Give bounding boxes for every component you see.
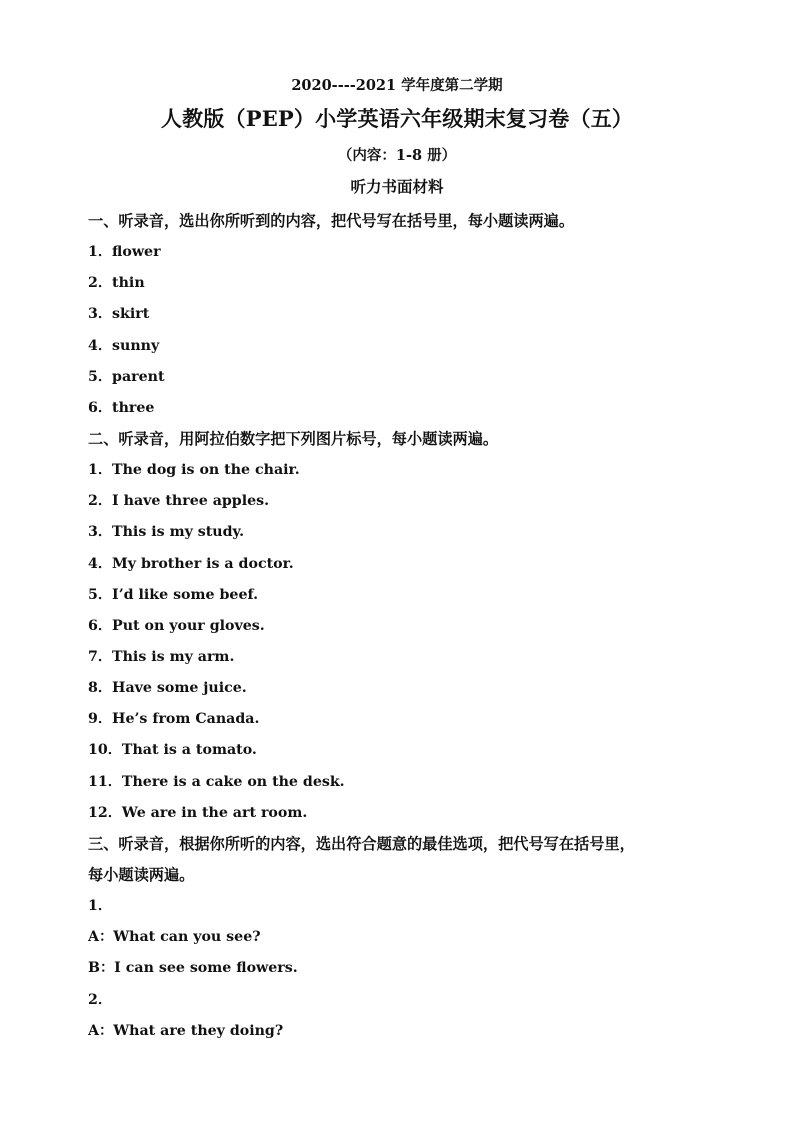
section-one-item-2: 2．thin [88,275,145,292]
section-two-item-12: 12．We are in the art room. [88,804,308,821]
section-three-title-line-1: 三、听录音，根据你所听的内容，选出符合题意的最佳选项，把代号写在括号里， [88,834,635,853]
section-three-question-2-a: A：What are they doing? [88,1022,284,1039]
section-one-item-5: 5．parent [88,368,165,385]
section-two-item-7: 7．This is my arm. [88,648,235,665]
section-two-item-5: 5．I’d like some beef. [88,586,259,603]
school-year-line: 2020----2021 学年度第二学期 [291,77,503,94]
exam-title: 人教版（PEP）小学英语六年级期末复习卷（五） [160,106,634,131]
section-two-item-8: 8．Have some juice. [88,680,247,697]
listening-material-title: 听力书面材料 [350,177,444,196]
section-one-title: 一、听录音，选出你所听到的内容，把代号写在括号里，每小题读两遍。 [88,212,574,230]
section-one-item-4: 4．sunny [88,337,160,354]
section-two-item-11: 11．There is a cake on the desk. [88,773,345,790]
section-two-item-1: 1．The dog is on the chair. [88,462,300,479]
section-two-item-3: 3．This is my study. [88,524,245,541]
section-three-question-1-number: 1． [88,898,113,915]
section-two-item-10: 10．That is a tomato. [88,742,257,759]
section-three-question-1-a: A：What can you see? [88,929,261,946]
section-two-item-4: 4．My brother is a doctor. [88,555,294,572]
content-scope-line: （内容：1-8 册） [337,147,457,164]
section-one-item-6: 6．three [88,399,155,416]
listening-content [88,206,728,1047]
section-three-question-1-b: B：I can see some flowers. [88,960,298,977]
section-two-item-6: 6．Put on your gloves. [88,617,265,634]
section-two-item-2: 2．I have three apples. [88,493,270,510]
section-two-title: 二、听录音，用阿拉伯数字把下列图片标号，每小题读两遍。 [88,429,499,448]
section-three-title-line-2: 每小题读两遍。 [88,865,195,884]
section-one-item-1: 1．flower [88,244,161,261]
section-one-item-3: 3．skirt [88,306,150,323]
section-three-question-2-number: 2． [88,991,113,1008]
section-two-item-9: 9．He’s from Canada. [88,711,260,728]
